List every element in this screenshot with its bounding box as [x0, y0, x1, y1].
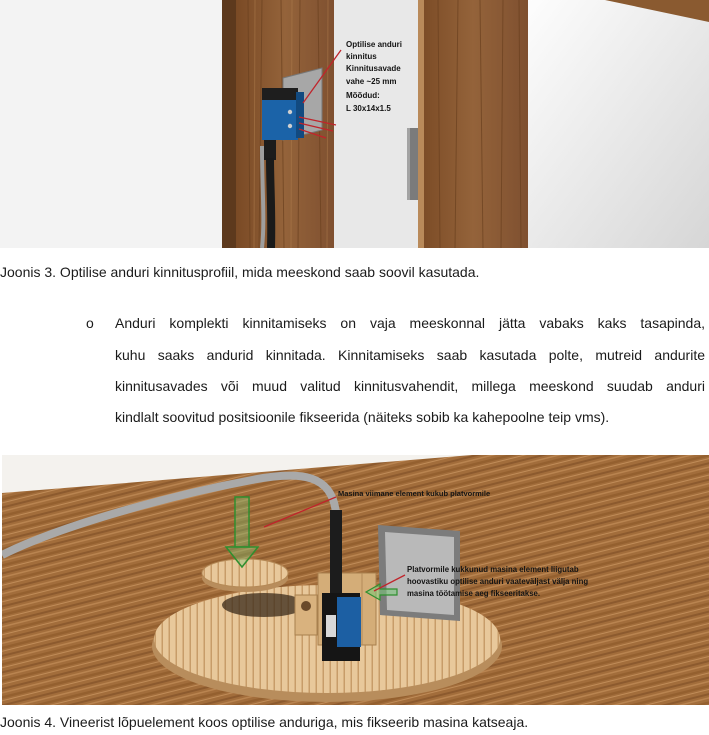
figure-4-render [2, 455, 709, 705]
sensor-mount-annotation: Optilise anduri kinnitus Kinnitusavade vahe ~25 mm Mõõdud: L 30x14x1.5 [346, 40, 403, 113]
bullet-marker: o [86, 315, 94, 331]
paragraph-line: kindlalt soovitud positsioonile fikseerida (näiteks sobib ka kahepoolne teip vms). [115, 409, 610, 425]
background [0, 0, 709, 248]
paragraph-line: kuhu saaks andurid kinnitada. Kinnitamiseks saab kasutada polte, mutreid andurite [115, 347, 705, 363]
shadow [222, 593, 306, 617]
figure-4-caption: Joonis 4. Vineerist lõpuelement koos optilise anduriga, mis fikseerib masina katseaja. [0, 714, 529, 730]
figure-3-caption: Joonis 3. Optilise anduri kinnitusprofiil, mida meeskond saab soovil kasutada. [0, 264, 480, 280]
bolt-icon [288, 110, 292, 114]
figure-3-render [0, 0, 709, 248]
bolt-icon [288, 124, 292, 128]
paragraph-line: kinnitusavades või muud valitud kinnitusvahendit, millega meeskond suudab anduri [115, 378, 705, 394]
paragraph-line: Anduri komplekti kinnitamiseks on vaja meeskonnal jätta vabaks kaks tasapinda, [115, 315, 705, 331]
optical-sensor [262, 88, 304, 140]
lever-annotation: Platvormile kukkunud masina element liigutab hoovastiku optilise anduri vaateväljast välja ning masina töötamise aeg fikseeritakse. [407, 565, 589, 598]
optical-sensor [322, 593, 361, 661]
drop-annotation: Masina viimane element kukub platvormile [338, 489, 491, 498]
right-wooden-post [407, 0, 528, 248]
sensor-cable [262, 138, 276, 248]
